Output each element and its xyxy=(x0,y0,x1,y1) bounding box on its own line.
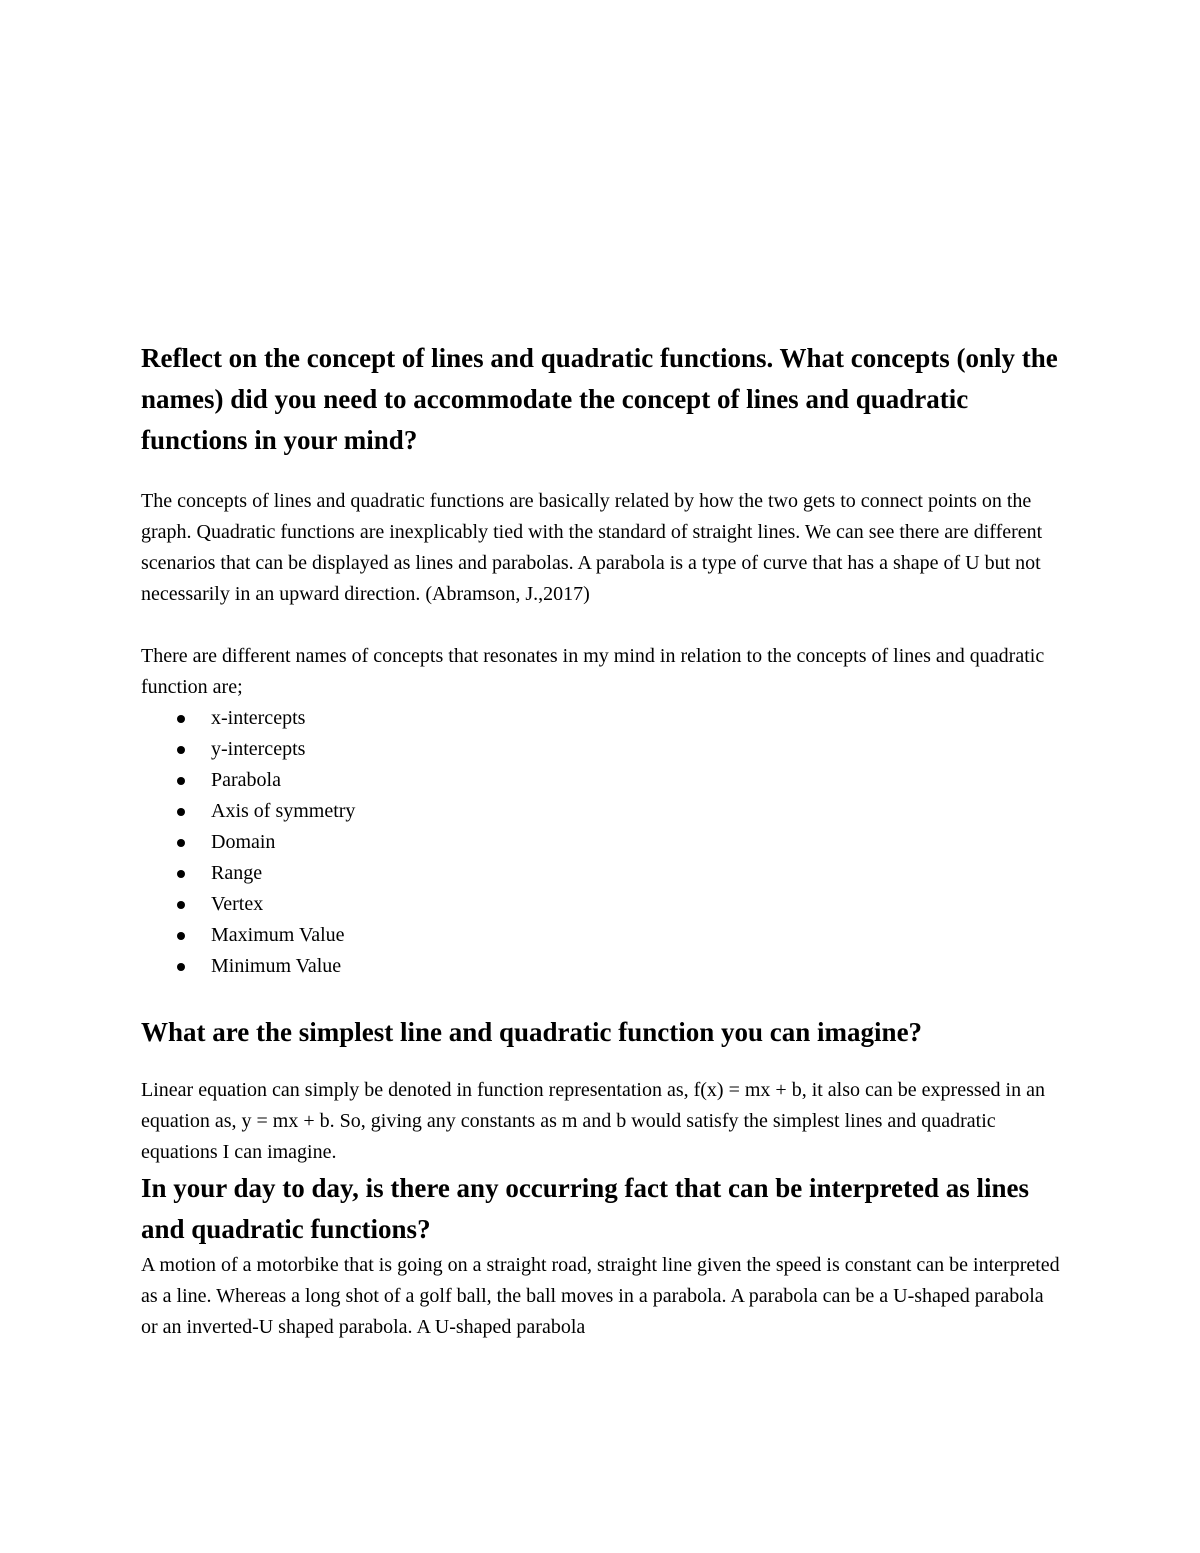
list-item: Vertex xyxy=(141,889,1061,920)
bullet-icon xyxy=(177,746,185,754)
concepts-list xyxy=(141,703,1061,982)
answer-paragraph-2: There are different names of concepts that resonates in my mind in relation to the concepts of lines and quadratic function are; xyxy=(141,645,1045,698)
list-item: Domain xyxy=(141,827,1061,858)
list-item: Minimum Value xyxy=(141,951,1061,982)
bullet-icon xyxy=(177,839,185,847)
list-item: Range xyxy=(141,858,1061,889)
bullet-icon xyxy=(177,901,185,909)
question-heading-1: Reflect on the concept of lines and quadratic functions. What concepts (only the names) did you need to accommodate the concept of lines and quadratic functions in your mind? xyxy=(141,343,1058,455)
answer-paragraph-3: Linear equation can simply be denoted in function representation as, f(x) = mx + b, it also can be expressed in an equation as, y = mx + b. So, giving any constants as m and b would satisfy the simplest lines and quadratic equations I can imagine. xyxy=(141,1079,1045,1163)
bullet-icon xyxy=(177,808,185,816)
list-item: Axis of symmetry xyxy=(141,796,1061,827)
bullet-icon xyxy=(177,715,185,723)
document-page xyxy=(141,338,1061,1343)
bullet-icon xyxy=(177,777,185,785)
list-item: Maximum Value xyxy=(141,920,1061,951)
list-item: x-intercepts xyxy=(141,703,1061,734)
list-item: y-intercepts xyxy=(141,734,1061,765)
answer-paragraph-4: A motion of a motorbike that is going on a straight road, straight line given the speed is constant can be interpreted as a line. Whereas a long shot of a golf ball, the ball moves in a parabola. A parabola can be a U-shaped parabola or an inverted-U shaped parabola. A U-shaped parabola xyxy=(141,1254,1060,1338)
bullet-icon xyxy=(177,932,185,940)
question-heading-3: In your day to day, is there any occurring fact that can be interpreted as lines and quadratic functions? xyxy=(141,1173,1029,1244)
question-heading-2: What are the simplest line and quadratic function you can imagine? xyxy=(141,1017,923,1047)
bullet-icon xyxy=(177,870,185,878)
answer-paragraph-1: The concepts of lines and quadratic functions are basically related by how the two gets to connect points on the graph. Quadratic functions are inexplicably tied with the standard of straight lines. We can see there are different scenarios that can be displayed as lines and parabolas. A parabola is a type of curve that has a shape of U but not necessarily in an upward direction. (Abramson, J.,2017) xyxy=(141,490,1043,605)
bullet-icon xyxy=(177,963,185,971)
list-item: Parabola xyxy=(141,765,1061,796)
